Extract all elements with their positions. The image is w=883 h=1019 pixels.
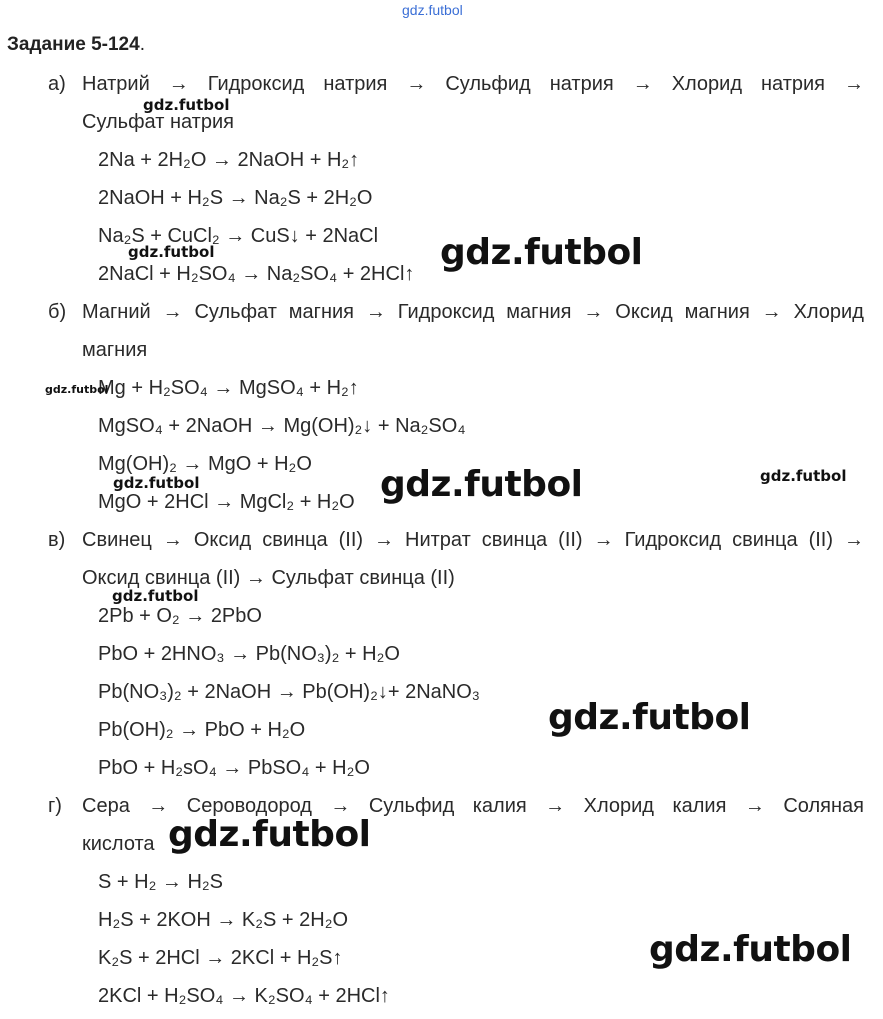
scheme-word: натрия <box>761 73 826 95</box>
scheme-word: Хлорид <box>671 73 743 95</box>
watermark-large: gdz.futbol <box>440 232 643 273</box>
arrow-icon: → <box>406 73 427 95</box>
arrow-icon: → <box>148 795 169 817</box>
scheme-word: Оксид <box>193 529 252 551</box>
scheme-line-1 <box>82 529 864 552</box>
scheme-word: Натрий <box>82 73 150 95</box>
equation: PbO + H₂sO₄ → PbSO₄ + H₂O <box>98 757 370 779</box>
section-label: б) <box>48 301 67 323</box>
scheme-word: магния <box>684 301 750 323</box>
scheme-word: Хлорид <box>583 795 654 817</box>
scheme-word: Сульфид <box>445 73 531 95</box>
scheme-word: Хлорид <box>793 301 864 323</box>
arrow-icon: → <box>162 529 183 551</box>
equation: 2NaOH + H₂S → Na₂S + 2H₂O <box>98 187 373 209</box>
equation: 2Na + 2H₂O → 2NaOH + H₂↑ <box>98 149 360 171</box>
arrow-icon: → <box>761 301 782 323</box>
arrow-icon: → <box>162 301 183 323</box>
scheme-line-1 <box>82 73 864 96</box>
scheme-word: Сера <box>82 795 130 817</box>
watermark-small: gdz.futbol <box>113 474 200 492</box>
scheme-word: свинца <box>481 529 548 551</box>
scheme-word: магния <box>506 301 572 323</box>
scheme-word: натрия <box>323 73 388 95</box>
watermark-small: gdz.futbol <box>760 467 847 485</box>
watermark-large: gdz.futbol <box>548 697 751 738</box>
scheme-word: (II) <box>338 529 364 551</box>
scheme-word: свинца <box>732 529 798 551</box>
scheme-word: Сульфат <box>194 301 277 323</box>
arrow-icon: → <box>844 73 864 95</box>
arrow-icon: → <box>593 529 614 551</box>
scheme-word: Нитрат <box>405 529 471 551</box>
watermark-small: gdz.futbol <box>112 587 199 605</box>
scheme-word: Гидроксид <box>624 529 722 551</box>
equation: MgSO₄ + 2NaOH → Mg(OH)₂↓ + Na₂SO₄ <box>98 415 466 437</box>
equation: S + H₂ → H₂S <box>98 871 223 893</box>
scheme-word: Свинец <box>82 529 152 551</box>
equation: 2Pb + O₂ → 2PbO <box>98 605 262 627</box>
equation: Pb(NO₃)₂ + 2NaOH → Pb(OH)₂↓+ 2NaNO₃ <box>98 681 480 703</box>
section-label: а) <box>48 73 66 95</box>
watermark-large: gdz.futbol <box>168 814 371 855</box>
equation: Mg(OH)₂ → MgO + H₂O <box>98 453 312 475</box>
scheme-line-2: Сульфат натрия <box>82 111 234 133</box>
watermark-large: gdz.futbol <box>649 929 852 970</box>
scheme-word: калия <box>472 795 527 817</box>
task-title-dot: . <box>139 34 145 55</box>
scheme-word: Соляная <box>783 795 864 817</box>
task-title <box>7 34 145 56</box>
arrow-icon: → <box>583 301 604 323</box>
equation: Na₂S + CuCl₂ → CuS↓ + 2NaCl <box>98 225 379 247</box>
scheme-line-1 <box>82 301 864 324</box>
arrow-icon: → <box>374 529 395 551</box>
equation: 2KCl + H₂SO₄ → K₂SO₄ + 2HCl↑ <box>98 985 390 1007</box>
arrow-icon: → <box>632 73 653 95</box>
scheme-word: Гидроксид <box>397 301 495 323</box>
equation: PbO + 2HNO₃ → Pb(NO₃)₂ + H₂O <box>98 643 400 665</box>
scheme-line-2: кислота <box>82 833 155 855</box>
equation: MgO + 2HCl → MgCl₂ + H₂O <box>98 491 355 513</box>
arrow-icon: → <box>330 795 351 817</box>
arrow-icon: → <box>844 529 864 551</box>
scheme-word: Магний <box>82 301 151 323</box>
scheme-line-2: Оксид свинца (II) → Сульфат свинца (II) <box>82 567 455 589</box>
equation: K₂S + 2HCl → 2KCl + H₂S↑ <box>98 947 343 969</box>
task-title-bold: Задание 5-124 <box>7 34 140 55</box>
watermark-large: gdz.futbol <box>380 464 583 505</box>
watermark-small: gdz.futbol <box>128 243 215 261</box>
section-label: в) <box>48 529 66 551</box>
scheme-word: магния <box>288 301 354 323</box>
watermark-tiny: gdz.futbol <box>45 383 109 396</box>
arrow-icon: → <box>168 73 189 95</box>
scheme-word: Оксид <box>615 301 673 323</box>
scheme-word: свинца <box>262 529 328 551</box>
equation: Mg + H₂SO₄ → MgSO₄ + H₂↑ <box>98 377 359 399</box>
scheme-word: Гидроксид <box>207 73 305 95</box>
scheme-word: натрия <box>549 73 614 95</box>
equation: 2NaCl + H₂SO₄ → Na₂SO₄ + 2HCl↑ <box>98 263 415 285</box>
arrow-icon: → <box>365 301 386 323</box>
section-label: г) <box>48 795 62 817</box>
scheme-word: Сульфид <box>368 795 455 817</box>
equation: H₂S + 2KOH → K₂S + 2H₂O <box>98 909 349 931</box>
arrow-icon: → <box>545 795 566 817</box>
watermark-small: gdz.futbol <box>143 96 230 114</box>
scheme-line-2: магния <box>82 339 148 361</box>
scheme-word: (II) <box>558 529 583 551</box>
site-header-watermark[interactable]: gdz.futbol <box>402 2 463 18</box>
equation: Pb(OH)₂ → PbO + H₂O <box>98 719 306 741</box>
arrow-icon: → <box>744 795 765 817</box>
scheme-word: калия <box>672 795 727 817</box>
scheme-word: (II) <box>808 529 834 551</box>
scheme-word: Сероводород <box>186 795 312 817</box>
